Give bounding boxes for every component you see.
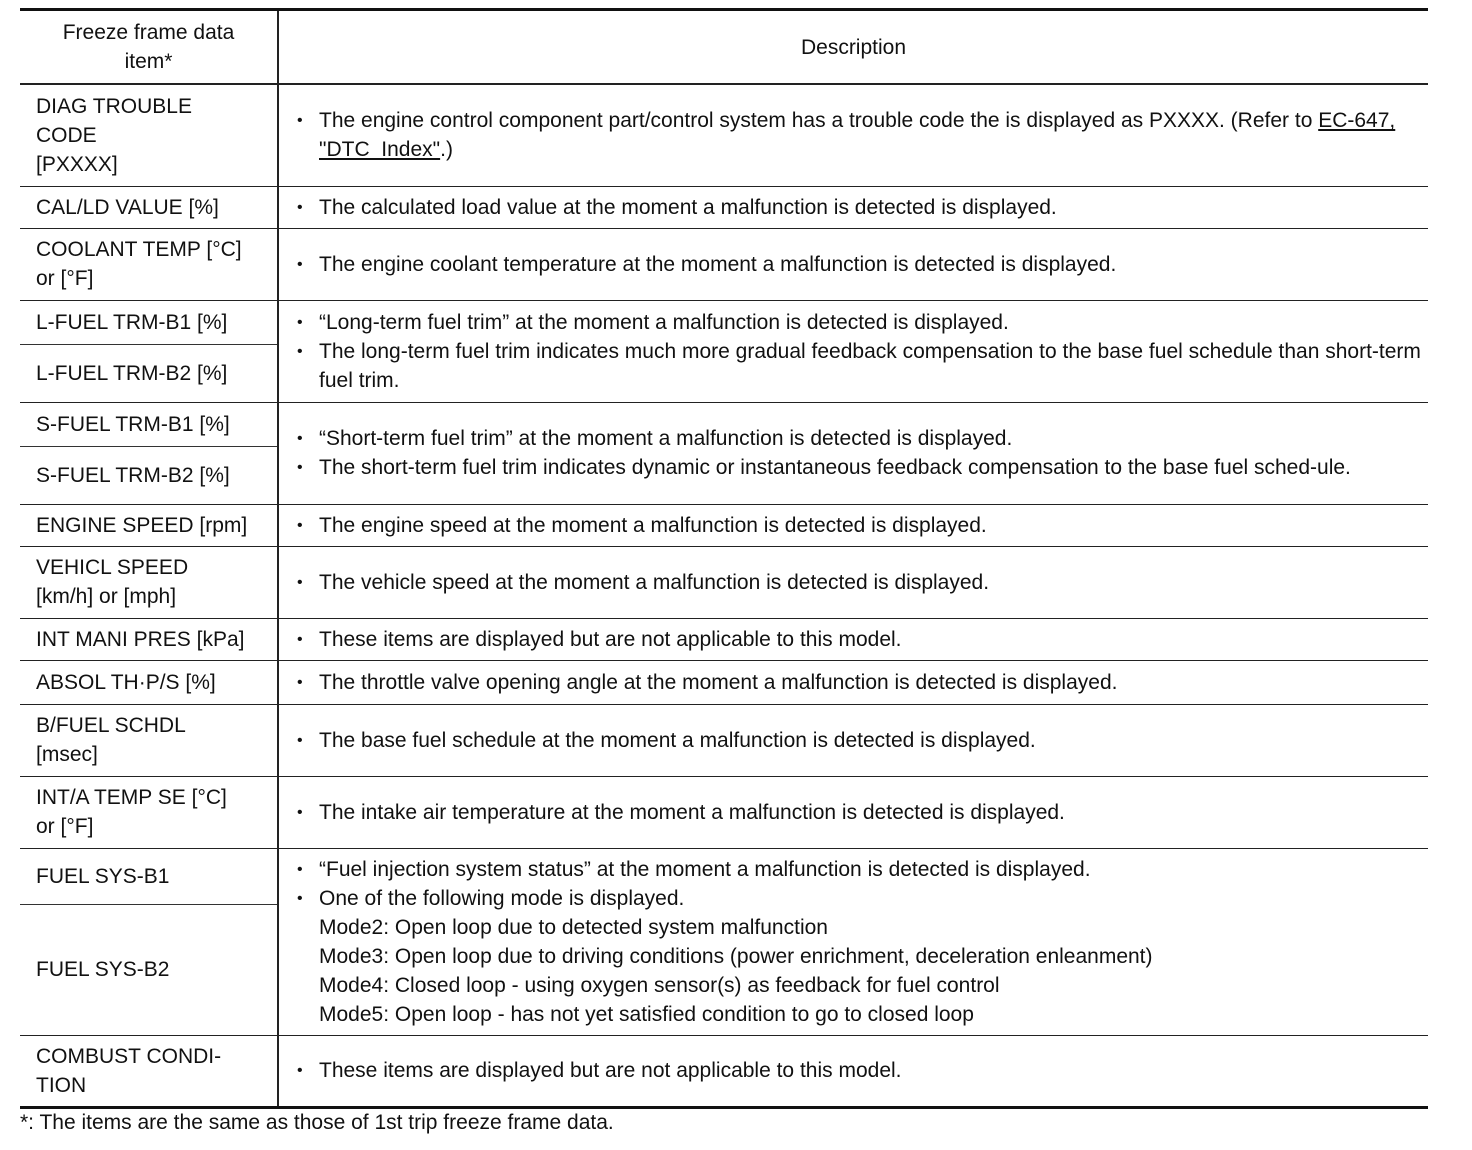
description-bullet: • “Fuel injection system status” at the moment a malfunction is detected is displayed. (319, 855, 1422, 884)
table-row (20, 848, 1428, 904)
header-item: Freeze frame data item* (20, 10, 278, 85)
table-row (20, 1035, 1428, 1107)
freeze-frame-table (20, 8, 1428, 1109)
item-description (278, 618, 1428, 660)
description-bullets (295, 1056, 1422, 1085)
item-description (278, 1035, 1428, 1107)
freeze-frame-item: DIAG TROUBLE CODE [PXXXX] (20, 84, 278, 186)
description-bullet: • The calculated load value at the moment a malfunction is detected is displayed. (319, 193, 1422, 222)
description-bullets (295, 625, 1422, 654)
freeze-frame-item: CAL/LD VALUE [%] (20, 186, 278, 228)
description-bullets (295, 668, 1422, 697)
freeze-frame-item: L-FUEL TRM-B2 [%] (20, 344, 278, 402)
table-row (20, 660, 1428, 704)
item-description (278, 228, 1428, 300)
freeze-frame-item: S-FUEL TRM-B2 [%] (20, 446, 278, 504)
description-bullets (295, 308, 1422, 395)
description-bullet: • The engine speed at the moment a malfunction is detected is displayed. (319, 511, 1422, 540)
table-row (20, 402, 1428, 446)
item-description (278, 402, 1428, 504)
table-row (20, 704, 1428, 776)
item-description (278, 84, 1428, 186)
description-bullet: • The intake air temperature at the moment a malfunction is detected is displayed. (319, 798, 1422, 827)
description-bullets (295, 424, 1422, 482)
description-bullets (295, 511, 1422, 540)
freeze-frame-item: L-FUEL TRM-B1 [%] (20, 300, 278, 344)
table-row (20, 546, 1428, 618)
description-bullet: • The vehicle speed at the moment a malfunction is detected is displayed. (319, 568, 1422, 597)
description-bullet: • “Short-term fuel trim” at the moment a malfunction is detected is displayed. (319, 424, 1422, 453)
description-bullet: • The base fuel schedule at the moment a malfunction is detected is displayed. (319, 726, 1422, 755)
table-row (20, 186, 1428, 228)
description-bullet: • One of the following mode is displayed. Mode2: Open loop due to detected system malfunction Mode3: Open loop due to driving conditions (power enrichment, deceleration enleanment) Mode4: Closed loop - using oxygen sensor(s) as feedback for fuel control Mode5: Open loop - has not yet satisfied condition to go to closed loop (319, 884, 1422, 1029)
freeze-frame-item: S-FUEL TRM-B1 [%] (20, 402, 278, 446)
bullet-text-end: .) (440, 138, 453, 162)
table-header-row (20, 10, 1428, 85)
dtc-index-link[interactable]: EC-647, "DTC_Index" (319, 109, 1396, 162)
description-bullet: • The short-term fuel trim indicates dynamic or instantaneous feedback compensation to the base fuel sched-ule. (319, 453, 1422, 482)
description-bullets (295, 250, 1422, 279)
table-row (20, 776, 1428, 848)
item-description (278, 186, 1428, 228)
freeze-frame-item: FUEL SYS-B2 (20, 904, 278, 1035)
bullet-text: The engine control component part/control system has a trouble code the is displayed as PXXXX. (Refer to (319, 109, 1319, 133)
description-bullet: • These items are displayed but are not applicable to this model. (319, 1056, 1422, 1085)
freeze-frame-item: INT/A TEMP SE [°C] or [°F] (20, 776, 278, 848)
freeze-frame-item: FUEL SYS-B1 (20, 848, 278, 904)
item-description (278, 300, 1428, 402)
header-description: Description (278, 10, 1428, 85)
table-row (20, 504, 1428, 546)
description-bullets (295, 106, 1422, 164)
description-bullet: • The engine coolant temperature at the moment a malfunction is detected is displayed. (319, 250, 1422, 279)
item-description (278, 546, 1428, 618)
description-bullet: • The long-term fuel trim indicates much more gradual feedback compensation to the base fuel schedule than short-term fuel trim. (319, 337, 1422, 395)
freeze-frame-item: COMBUST CONDI- TION (20, 1035, 278, 1107)
description-bullet (319, 106, 1422, 164)
description-bullets (295, 855, 1422, 1029)
item-description (278, 660, 1428, 704)
description-bullets (295, 193, 1422, 222)
item-description (278, 504, 1428, 546)
item-description (278, 848, 1428, 1035)
freeze-frame-item: ENGINE SPEED [rpm] (20, 504, 278, 546)
description-bullet: • “Long-term fuel trim” at the moment a malfunction is detected is displayed. (319, 308, 1422, 337)
footnote: *: The items are the same as those of 1st trip freeze frame data. (20, 1111, 614, 1134)
description-bullets (295, 726, 1422, 755)
table-row (20, 300, 1428, 344)
table-row (20, 228, 1428, 300)
item-description (278, 776, 1428, 848)
item-description (278, 704, 1428, 776)
freeze-frame-item: B/FUEL SCHDL [msec] (20, 704, 278, 776)
freeze-frame-item: VEHICL SPEED [km/h] or [mph] (20, 546, 278, 618)
freeze-frame-item: INT MANI PRES [kPa] (20, 618, 278, 660)
description-bullet: • The throttle valve opening angle at the moment a malfunction is detected is displayed. (319, 668, 1422, 697)
freeze-frame-item: COOLANT TEMP [°C] or [°F] (20, 228, 278, 300)
table-row (20, 84, 1428, 186)
table-row (20, 618, 1428, 660)
freeze-frame-item: ABSOL TH·P/S [%] (20, 660, 278, 704)
description-bullet: • These items are displayed but are not applicable to this model. (319, 625, 1422, 654)
table-body (20, 84, 1428, 1107)
description-bullets (295, 568, 1422, 597)
description-bullets (295, 798, 1422, 827)
